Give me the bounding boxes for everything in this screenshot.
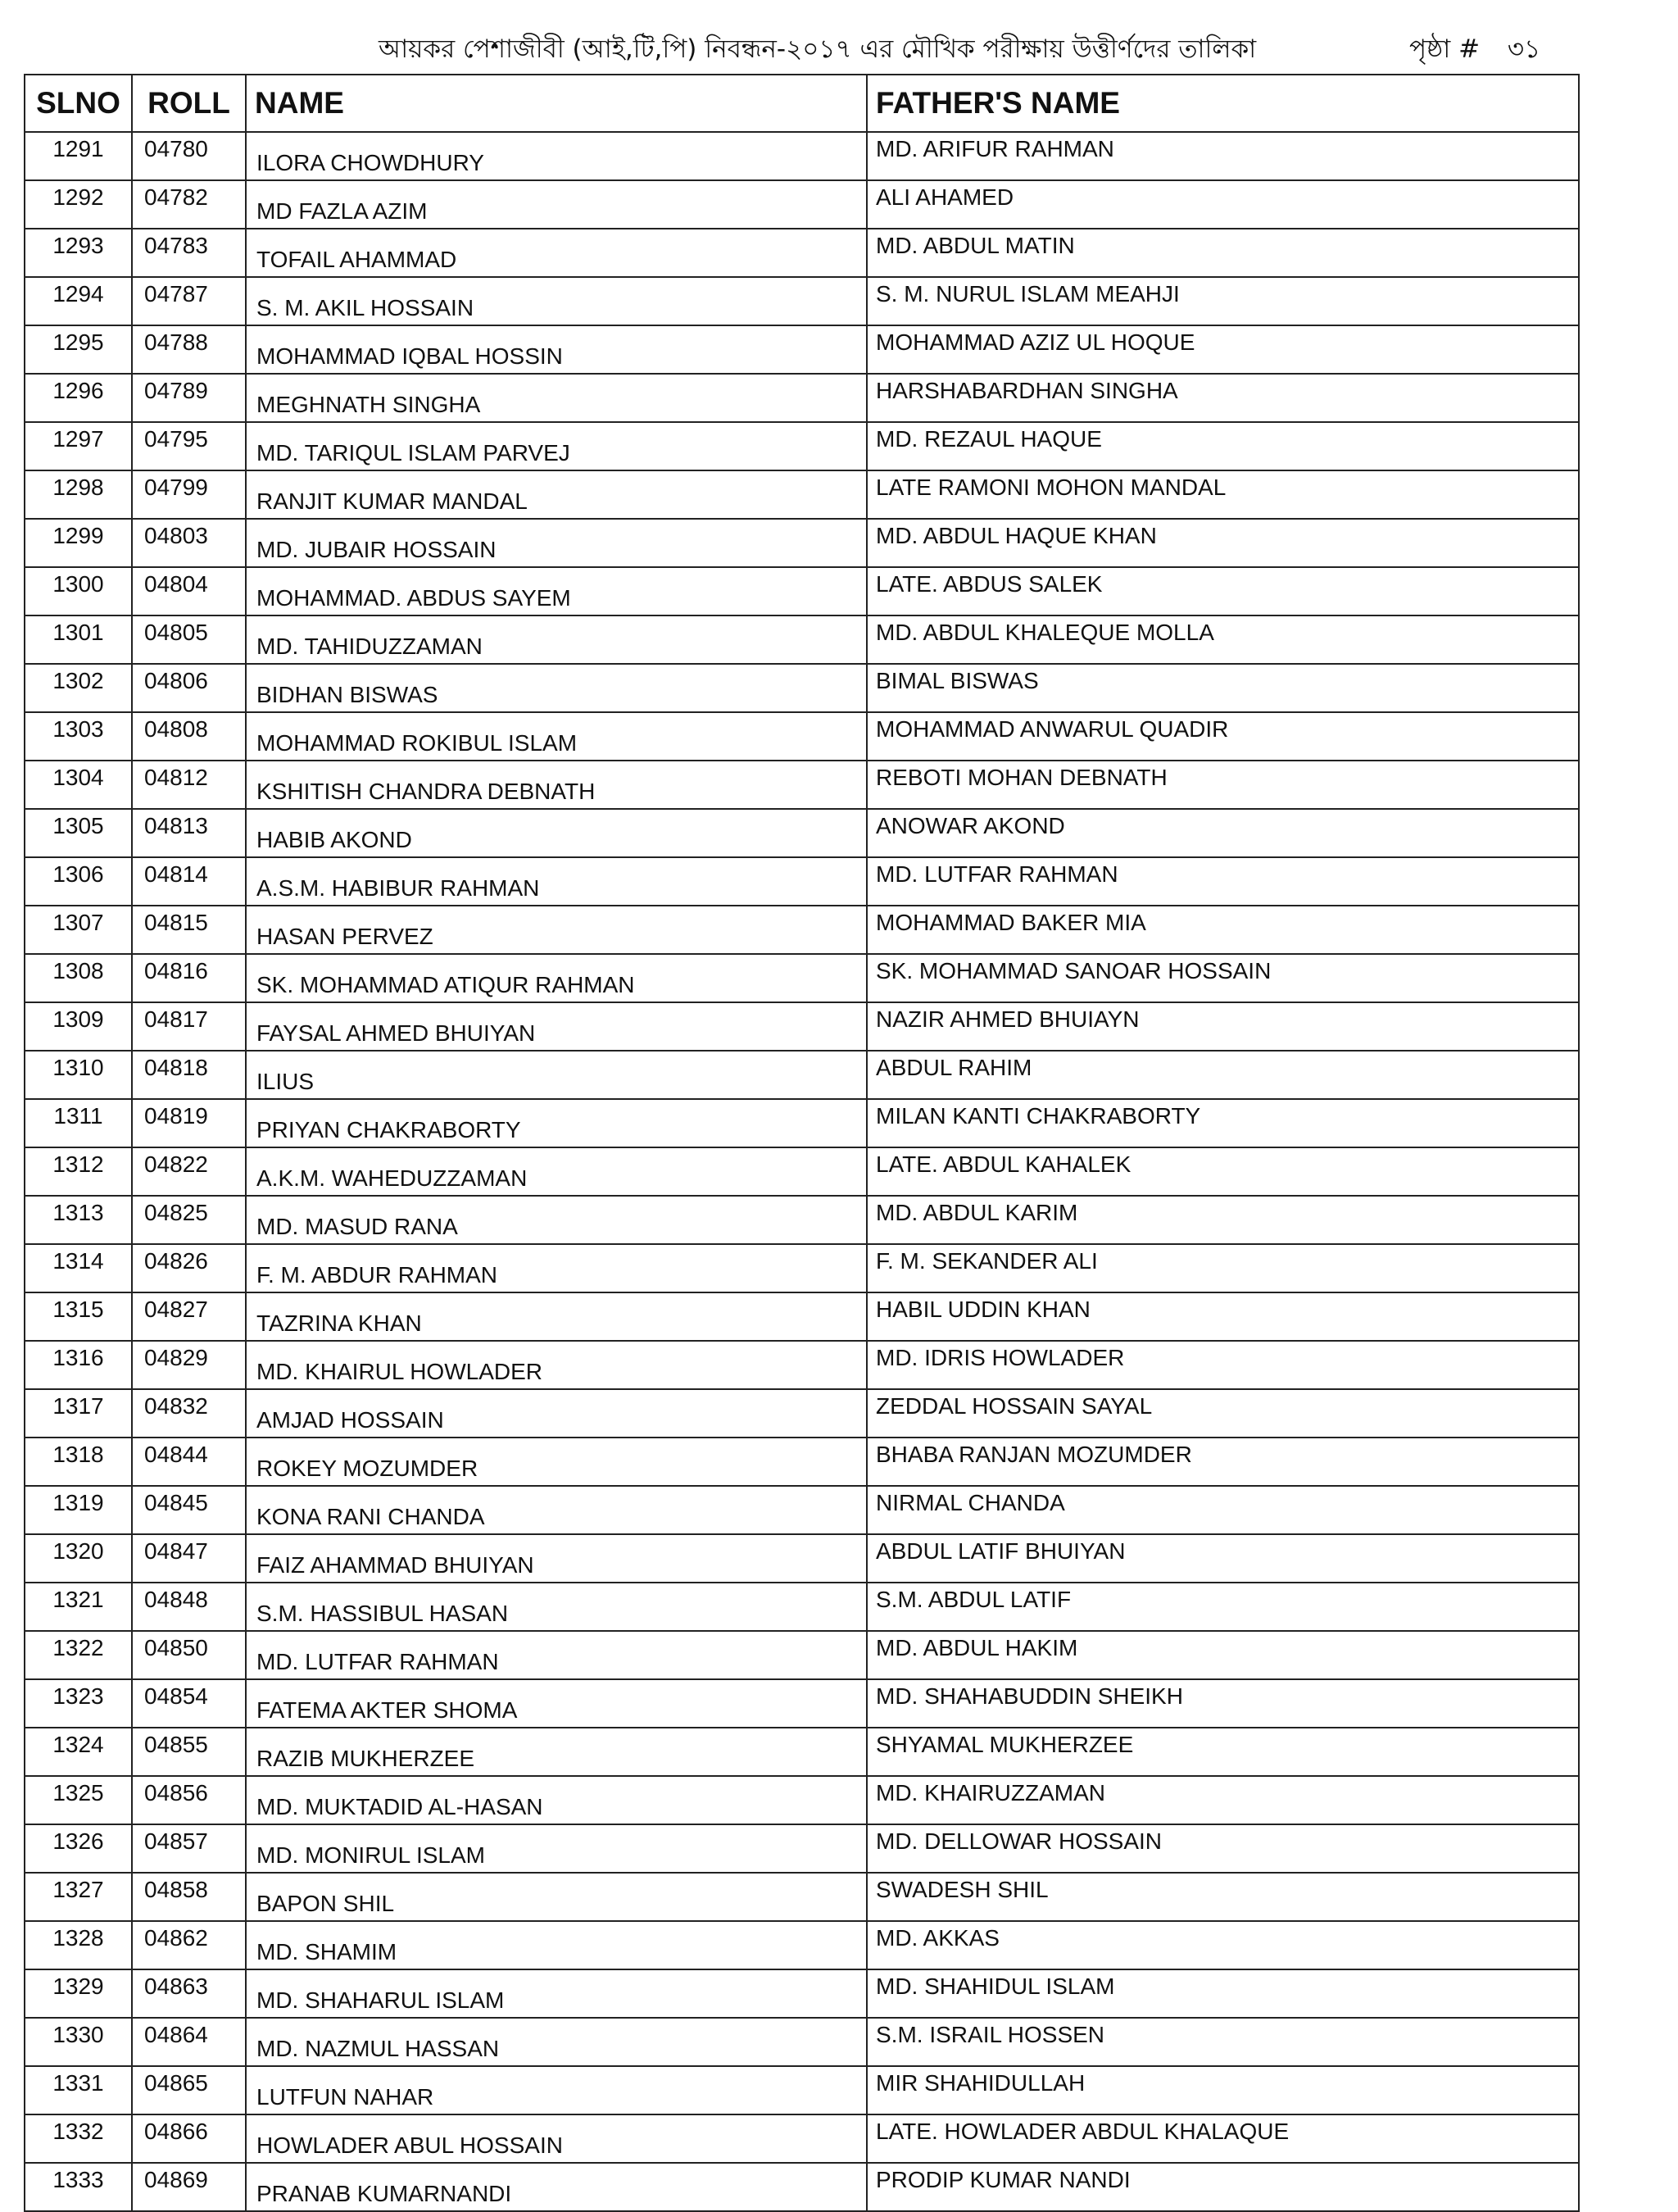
cell-slno: 1321 xyxy=(25,1583,132,1631)
cell-name: MD. SHAMIM xyxy=(246,1921,867,1969)
cell-fathers-name: MIR SHAHIDULLAH xyxy=(867,2066,1579,2114)
cell-fathers-name: LATE RAMONI MOHON MANDAL xyxy=(867,470,1579,519)
cell-fathers-name: MD. DELLOWAR HOSSAIN xyxy=(867,1824,1579,1873)
table-row xyxy=(25,1486,1579,1534)
cell-roll: 04808 xyxy=(132,712,246,761)
cell-roll: 04825 xyxy=(132,1196,246,1244)
table-row xyxy=(25,2066,1579,2114)
cell-fathers-name: BIMAL BISWAS xyxy=(867,664,1579,712)
cell-name: FAYSAL AHMED BHUIYAN xyxy=(246,1002,867,1051)
table-row xyxy=(25,1147,1579,1196)
table-body xyxy=(25,132,1579,2211)
column-header-fathers-name: FATHER'S NAME xyxy=(867,75,1579,132)
cell-name: BIDHAN BISWAS xyxy=(246,664,867,712)
page-header xyxy=(0,28,1678,70)
table-row xyxy=(25,374,1579,422)
cell-slno: 1328 xyxy=(25,1921,132,1969)
cell-slno: 1294 xyxy=(25,277,132,325)
cell-slno: 1312 xyxy=(25,1147,132,1196)
cell-slno: 1292 xyxy=(25,180,132,229)
cell-fathers-name: ZEDDAL HOSSAIN SAYAL xyxy=(867,1389,1579,1438)
cell-fathers-name: MD. SHAHIDUL ISLAM xyxy=(867,1969,1579,2018)
table-row xyxy=(25,519,1579,567)
cell-name: KSHITISH CHANDRA DEBNATH xyxy=(246,761,867,809)
cell-roll: 04847 xyxy=(132,1534,246,1583)
cell-roll: 04795 xyxy=(132,422,246,470)
cell-fathers-name: REBOTI MOHAN DEBNATH xyxy=(867,761,1579,809)
cell-name: FAIZ AHAMMAD BHUIYAN xyxy=(246,1534,867,1583)
cell-fathers-name: MOHAMMAD AZIZ UL HOQUE xyxy=(867,325,1579,374)
cell-roll: 04818 xyxy=(132,1051,246,1099)
cell-name: SK. MOHAMMAD ATIQUR RAHMAN xyxy=(246,954,867,1002)
cell-slno: 1332 xyxy=(25,2114,132,2163)
cell-fathers-name: NAZIR AHMED BHUIAYN xyxy=(867,1002,1579,1051)
cell-name: MOHAMMAD ROKIBUL ISLAM xyxy=(246,712,867,761)
table-row xyxy=(25,1002,1579,1051)
cell-roll: 04844 xyxy=(132,1438,246,1486)
table-row xyxy=(25,1969,1579,2018)
table-row xyxy=(25,567,1579,615)
candidate-table xyxy=(24,74,1580,2212)
page-title: আয়কর পেশাজীবী (আই,টি,পি) নিবন্ধন-২০১৭ এর মৌখিক পরীক্ষায় উত্তীর্ণদের তালিকা xyxy=(379,34,1257,64)
cell-roll: 04789 xyxy=(132,374,246,422)
cell-roll: 04816 xyxy=(132,954,246,1002)
cell-name: ILIUS xyxy=(246,1051,867,1099)
cell-slno: 1318 xyxy=(25,1438,132,1486)
table-row xyxy=(25,2114,1579,2163)
table-row xyxy=(25,1728,1579,1776)
cell-roll: 04856 xyxy=(132,1776,246,1824)
cell-slno: 1323 xyxy=(25,1679,132,1728)
cell-fathers-name: MOHAMMAD BAKER MIA xyxy=(867,906,1579,954)
page-number xyxy=(1409,28,1540,70)
cell-name: MD. LUTFAR RAHMAN xyxy=(246,1631,867,1679)
cell-slno: 1311 xyxy=(25,1099,132,1147)
table-row xyxy=(25,132,1579,180)
cell-roll: 04866 xyxy=(132,2114,246,2163)
table-row xyxy=(25,1438,1579,1486)
cell-roll: 04848 xyxy=(132,1583,246,1631)
table-row xyxy=(25,1244,1579,1292)
cell-roll: 04854 xyxy=(132,1679,246,1728)
cell-fathers-name: MD. LUTFAR RAHMAN xyxy=(867,857,1579,906)
table-row xyxy=(25,664,1579,712)
table-row xyxy=(25,325,1579,374)
table-row xyxy=(25,1776,1579,1824)
cell-name: HASAN PERVEZ xyxy=(246,906,867,954)
cell-name: PRANAB KUMARNANDI xyxy=(246,2163,867,2211)
cell-fathers-name: ABDUL RAHIM xyxy=(867,1051,1579,1099)
cell-roll: 04819 xyxy=(132,1099,246,1147)
cell-slno: 1300 xyxy=(25,567,132,615)
table-row xyxy=(25,761,1579,809)
cell-fathers-name: BHABA RANJAN MOZUMDER xyxy=(867,1438,1579,1486)
cell-slno: 1291 xyxy=(25,132,132,180)
cell-fathers-name: PRODIP KUMAR NANDI xyxy=(867,2163,1579,2211)
cell-fathers-name: MD. ABDUL HAQUE KHAN xyxy=(867,519,1579,567)
table-row xyxy=(25,1679,1579,1728)
cell-fathers-name: S. M. NURUL ISLAM MEAHJI xyxy=(867,277,1579,325)
cell-name: MOHAMMAD. ABDUS SAYEM xyxy=(246,567,867,615)
cell-roll: 04826 xyxy=(132,1244,246,1292)
cell-name: PRIYAN CHAKRABORTY xyxy=(246,1099,867,1147)
cell-slno: 1333 xyxy=(25,2163,132,2211)
table-row xyxy=(25,1341,1579,1389)
cell-slno: 1313 xyxy=(25,1196,132,1244)
cell-fathers-name: MD. ABDUL KARIM xyxy=(867,1196,1579,1244)
cell-slno: 1309 xyxy=(25,1002,132,1051)
cell-name: BAPON SHIL xyxy=(246,1873,867,1921)
cell-roll: 04850 xyxy=(132,1631,246,1679)
cell-name: LUTFUN NAHAR xyxy=(246,2066,867,2114)
header-row xyxy=(25,75,1579,132)
cell-name: S. M. AKIL HOSSAIN xyxy=(246,277,867,325)
cell-fathers-name: NIRMAL CHANDA xyxy=(867,1486,1579,1534)
cell-fathers-name: MD. KHAIRUZZAMAN xyxy=(867,1776,1579,1824)
cell-name: F. M. ABDUR RAHMAN xyxy=(246,1244,867,1292)
cell-name: S.M. HASSIBUL HASAN xyxy=(246,1583,867,1631)
cell-slno: 1314 xyxy=(25,1244,132,1292)
cell-name: MOHAMMAD IQBAL HOSSIN xyxy=(246,325,867,374)
cell-name: MD. JUBAIR HOSSAIN xyxy=(246,519,867,567)
column-header-roll: ROLL xyxy=(132,75,246,132)
cell-slno: 1305 xyxy=(25,809,132,857)
table-row xyxy=(25,1196,1579,1244)
table-row xyxy=(25,1873,1579,1921)
cell-slno: 1331 xyxy=(25,2066,132,2114)
cell-name: A.S.M. HABIBUR RAHMAN xyxy=(246,857,867,906)
cell-name: HABIB AKOND xyxy=(246,809,867,857)
table-row xyxy=(25,954,1579,1002)
cell-roll: 04782 xyxy=(132,180,246,229)
cell-slno: 1295 xyxy=(25,325,132,374)
cell-fathers-name: F. M. SEKANDER ALI xyxy=(867,1244,1579,1292)
cell-slno: 1301 xyxy=(25,615,132,664)
cell-roll: 04822 xyxy=(132,1147,246,1196)
cell-roll: 04788 xyxy=(132,325,246,374)
cell-roll: 04863 xyxy=(132,1969,246,2018)
cell-slno: 1324 xyxy=(25,1728,132,1776)
cell-name: MD. TAHIDUZZAMAN xyxy=(246,615,867,664)
cell-slno: 1302 xyxy=(25,664,132,712)
cell-roll: 04805 xyxy=(132,615,246,664)
table-row xyxy=(25,1631,1579,1679)
column-header-slno: SLNO xyxy=(25,75,132,132)
cell-name: MD. MUKTADID AL-HASAN xyxy=(246,1776,867,1824)
cell-slno: 1322 xyxy=(25,1631,132,1679)
cell-fathers-name: HABIL UDDIN KHAN xyxy=(867,1292,1579,1341)
table-row xyxy=(25,277,1579,325)
cell-roll: 04806 xyxy=(132,664,246,712)
column-header-name: NAME xyxy=(246,75,867,132)
cell-fathers-name: LATE. HOWLADER ABDUL KHALAQUE xyxy=(867,2114,1579,2163)
table-row xyxy=(25,470,1579,519)
cell-slno: 1327 xyxy=(25,1873,132,1921)
cell-slno: 1308 xyxy=(25,954,132,1002)
cell-fathers-name: MD. REZAUL HAQUE xyxy=(867,422,1579,470)
cell-roll: 04813 xyxy=(132,809,246,857)
cell-fathers-name: MD. ARIFUR RAHMAN xyxy=(867,132,1579,180)
cell-roll: 04857 xyxy=(132,1824,246,1873)
cell-slno: 1325 xyxy=(25,1776,132,1824)
cell-fathers-name: SK. MOHAMMAD SANOAR HOSSAIN xyxy=(867,954,1579,1002)
cell-name: KONA RANI CHANDA xyxy=(246,1486,867,1534)
cell-roll: 04858 xyxy=(132,1873,246,1921)
cell-roll: 04804 xyxy=(132,567,246,615)
cell-name: RANJIT KUMAR MANDAL xyxy=(246,470,867,519)
cell-roll: 04845 xyxy=(132,1486,246,1534)
cell-roll: 04817 xyxy=(132,1002,246,1051)
cell-fathers-name: S.M. ISRAIL HOSSEN xyxy=(867,2018,1579,2066)
cell-name: ROKEY MOZUMDER xyxy=(246,1438,867,1486)
cell-roll: 04862 xyxy=(132,1921,246,1969)
cell-slno: 1315 xyxy=(25,1292,132,1341)
cell-slno: 1310 xyxy=(25,1051,132,1099)
cell-slno: 1303 xyxy=(25,712,132,761)
cell-name: MD. KHAIRUL HOWLADER xyxy=(246,1341,867,1389)
table-row xyxy=(25,712,1579,761)
cell-roll: 04829 xyxy=(132,1341,246,1389)
cell-slno: 1304 xyxy=(25,761,132,809)
cell-name: MEGHNATH SINGHA xyxy=(246,374,867,422)
table-row xyxy=(25,1099,1579,1147)
cell-name: HOWLADER ABUL HOSSAIN xyxy=(246,2114,867,2163)
table-row xyxy=(25,422,1579,470)
cell-fathers-name: S.M. ABDUL LATIF xyxy=(867,1583,1579,1631)
cell-fathers-name: MD. ABDUL HAKIM xyxy=(867,1631,1579,1679)
cell-name: MD FAZLA AZIM xyxy=(246,180,867,229)
table-row xyxy=(25,906,1579,954)
cell-fathers-name: LATE. ABDUL KAHALEK xyxy=(867,1147,1579,1196)
cell-roll: 04869 xyxy=(132,2163,246,2211)
table-row xyxy=(25,615,1579,664)
cell-slno: 1317 xyxy=(25,1389,132,1438)
table-row xyxy=(25,2018,1579,2066)
cell-roll: 04799 xyxy=(132,470,246,519)
cell-name: AMJAD HOSSAIN xyxy=(246,1389,867,1438)
cell-roll: 04865 xyxy=(132,2066,246,2114)
cell-roll: 04832 xyxy=(132,1389,246,1438)
cell-roll: 04864 xyxy=(132,2018,246,2066)
cell-roll: 04803 xyxy=(132,519,246,567)
page-number-value: ৩১ xyxy=(1507,34,1541,64)
cell-name: MD. MONIRUL ISLAM xyxy=(246,1824,867,1873)
cell-name: ILORA CHOWDHURY xyxy=(246,132,867,180)
cell-roll: 04780 xyxy=(132,132,246,180)
table-row xyxy=(25,1051,1579,1099)
cell-slno: 1329 xyxy=(25,1969,132,2018)
table-row xyxy=(25,857,1579,906)
cell-fathers-name: ANOWAR AKOND xyxy=(867,809,1579,857)
cell-slno: 1307 xyxy=(25,906,132,954)
table-row xyxy=(25,1824,1579,1873)
cell-name: A.K.M. WAHEDUZZAMAN xyxy=(246,1147,867,1196)
cell-fathers-name: MOHAMMAD ANWARUL QUADIR xyxy=(867,712,1579,761)
cell-name: MD. SHAHARUL ISLAM xyxy=(246,1969,867,2018)
cell-name: TAZRINA KHAN xyxy=(246,1292,867,1341)
cell-slno: 1297 xyxy=(25,422,132,470)
cell-fathers-name: ABDUL LATIF BHUIYAN xyxy=(867,1534,1579,1583)
table-row xyxy=(25,1921,1579,1969)
cell-roll: 04812 xyxy=(132,761,246,809)
cell-roll: 04783 xyxy=(132,229,246,277)
cell-slno: 1326 xyxy=(25,1824,132,1873)
table-row xyxy=(25,2163,1579,2211)
cell-roll: 04787 xyxy=(132,277,246,325)
cell-slno: 1293 xyxy=(25,229,132,277)
cell-fathers-name: MD. ABDUL KHALEQUE MOLLA xyxy=(867,615,1579,664)
cell-name: TOFAIL AHAMMAD xyxy=(246,229,867,277)
cell-fathers-name: MD. AKKAS xyxy=(867,1921,1579,1969)
cell-slno: 1296 xyxy=(25,374,132,422)
cell-fathers-name: LATE. ABDUS SALEK xyxy=(867,567,1579,615)
cell-roll: 04827 xyxy=(132,1292,246,1341)
cell-name: MD. NAZMUL HASSAN xyxy=(246,2018,867,2066)
cell-fathers-name: SHYAMAL MUKHERZEE xyxy=(867,1728,1579,1776)
cell-fathers-name: MILAN KANTI CHAKRABORTY xyxy=(867,1099,1579,1147)
cell-fathers-name: MD. SHAHABUDDIN SHEIKH xyxy=(867,1679,1579,1728)
cell-fathers-name: MD. IDRIS HOWLADER xyxy=(867,1341,1579,1389)
cell-fathers-name: MD. ABDUL MATIN xyxy=(867,229,1579,277)
cell-name: RAZIB MUKHERZEE xyxy=(246,1728,867,1776)
cell-slno: 1306 xyxy=(25,857,132,906)
cell-fathers-name: ALI AHAMED xyxy=(867,180,1579,229)
cell-slno: 1299 xyxy=(25,519,132,567)
table-row xyxy=(25,1292,1579,1341)
cell-roll: 04855 xyxy=(132,1728,246,1776)
table-row xyxy=(25,1534,1579,1583)
cell-name: FATEMA AKTER SHOMA xyxy=(246,1679,867,1728)
table-row xyxy=(25,809,1579,857)
cell-slno: 1330 xyxy=(25,2018,132,2066)
cell-fathers-name: SWADESH SHIL xyxy=(867,1873,1579,1921)
cell-slno: 1316 xyxy=(25,1341,132,1389)
cell-roll: 04814 xyxy=(132,857,246,906)
cell-roll: 04815 xyxy=(132,906,246,954)
table-row xyxy=(25,229,1579,277)
table-row xyxy=(25,1389,1579,1438)
table-header xyxy=(25,75,1579,132)
cell-slno: 1319 xyxy=(25,1486,132,1534)
table-row xyxy=(25,1583,1579,1631)
page-number-label: পৃষ্ঠা # xyxy=(1409,34,1481,64)
cell-slno: 1320 xyxy=(25,1534,132,1583)
cell-fathers-name: HARSHABARDHAN SINGHA xyxy=(867,374,1579,422)
cell-slno: 1298 xyxy=(25,470,132,519)
cell-name: MD. MASUD RANA xyxy=(246,1196,867,1244)
cell-name: MD. TARIQUL ISLAM PARVEJ xyxy=(246,422,867,470)
table-row xyxy=(25,180,1579,229)
